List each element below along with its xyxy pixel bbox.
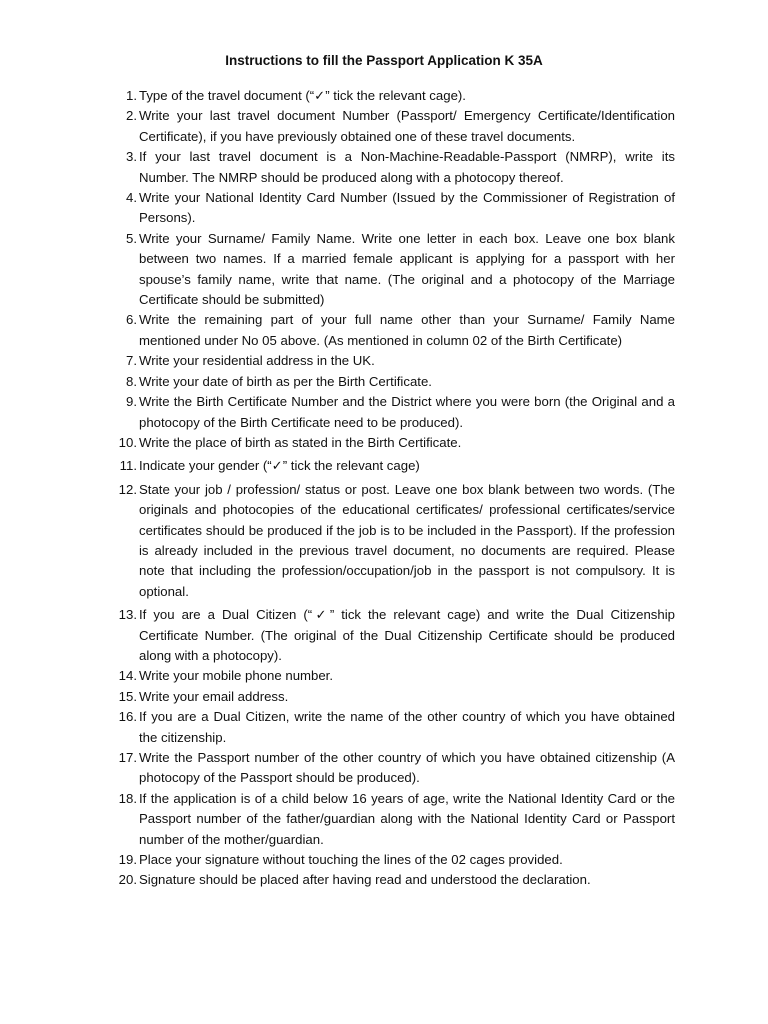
item-number: 20. — [118, 872, 137, 888]
list-item — [0, 605, 768, 666]
item-number: 6. — [126, 312, 137, 328]
list-item — [0, 372, 768, 392]
item-text: Write the place of birth as stated in the Birth Certificate. — [139, 434, 462, 450]
item-text: Write your last travel document Number (Passport/ Emergency Certificate/Identification Certificate), if you have previously obtained one of these travel documents. — [139, 108, 675, 144]
list-item — [0, 229, 768, 311]
item-number: 7. — [126, 353, 137, 369]
item-text: Write your Surname/ Family Name. Write one letter in each box. Leave one box blank between two names. If a married female applicant is applying for a passport with her spouse’s family name, write that name. (The original and a photocopy of the Marriage Certificate should be submitted) — [139, 230, 675, 308]
item-text: Write your mobile phone number. — [139, 668, 334, 684]
list-item — [0, 870, 768, 890]
item-text: If you are a Dual Citizen (“✓” tick the relevant cage) and write the Dual Citizenship Certificate Number. (The original of the Dual Citizenship Certificate should be produced along with a photocopy). — [139, 607, 675, 663]
item-number: 12. — [118, 481, 137, 497]
item-text: Signature should be placed after having read and understood the declaration. — [139, 872, 591, 888]
list-item — [0, 687, 768, 707]
item-text: Write the Passport number of the other country of which you have obtained citizenship (A photocopy of the Passport should be produced). — [139, 750, 675, 786]
list-item — [0, 666, 768, 686]
list-item — [0, 188, 768, 229]
item-text: Place your signature without touching the lines of the 02 cages provided. — [139, 852, 563, 868]
item-text: Write the remaining part of your full name other than your Surname/ Family Name mentioned under No 05 above. (As mentioned in column 02 of the Birth Certificate) — [139, 312, 675, 348]
item-number: 10. — [118, 434, 137, 450]
item-number: 15. — [118, 688, 137, 704]
list-item — [0, 147, 768, 188]
instructions-list — [0, 86, 768, 891]
item-number: 9. — [126, 394, 137, 410]
item-number: 14. — [118, 668, 137, 684]
item-number: 17. — [118, 750, 137, 765]
document-title: Instructions to fill the Passport Application K 35A — [225, 53, 543, 68]
list-item — [0, 106, 768, 147]
item-number: 4. — [126, 190, 137, 206]
item-text: Write your email address. — [139, 688, 289, 704]
list-item — [0, 850, 768, 870]
list-item — [0, 789, 768, 850]
item-text: If you are a Dual Citizen, write the name of the other country of which you have obtained the citizenship. — [139, 709, 675, 745]
item-text: Write your National Identity Card Number (Issued by the Commissioner of Registration of Persons). — [139, 190, 675, 226]
list-item — [0, 351, 768, 371]
item-number: 13. — [118, 607, 137, 623]
item-number: 19. — [118, 852, 137, 868]
item-text: State your job / profession/ status or post. Leave one box blank between two words. (The originals and photocopies of the educational certificates/ professional certificates/service certificates should be produced if the job is to be included in the Passport). If the profession is already included in the previous travel document, no documents are required. Please note that including the profession/occupation/job in the passport is not compulsory. It is optional. — [139, 481, 675, 599]
item-number: 1. — [126, 88, 137, 103]
list-item — [0, 707, 768, 748]
list-item — [0, 310, 768, 351]
item-number: 3. — [126, 149, 137, 165]
list-item — [0, 392, 768, 433]
list-item — [0, 480, 768, 602]
item-text: Write the Birth Certificate Number and the District where you were born (the Original and a photocopy of the Birth Certificate need to be produced). — [139, 394, 675, 430]
list-item — [0, 748, 768, 789]
item-number: 5. — [126, 230, 137, 246]
item-text: Type of the travel document (“✓” tick the relevant cage). — [139, 88, 466, 103]
item-number: 11. — [119, 458, 137, 474]
item-text: Indicate your gender (“✓” tick the relevant cage) — [139, 458, 420, 474]
list-item — [0, 433, 768, 453]
item-text: Write your date of birth as per the Birth Certificate. — [139, 373, 432, 389]
item-number: 16. — [118, 709, 137, 725]
item-text: Write your residential address in the UK. — [139, 353, 375, 369]
list-item — [0, 86, 768, 106]
item-text: If your last travel document is a Non-Machine-Readable-Passport (NMRP), write its Number. The NMRP should be produced along with a photocopy thereof. — [139, 149, 675, 185]
item-number: 2. — [126, 108, 137, 124]
item-text: If the application is of a child below 16 years of age, write the National Identity Card or the Passport number of the father/guardian along with the National Identity Card or Passport number of the mother/guardian. — [139, 790, 675, 847]
item-number: 8. — [126, 373, 137, 389]
list-item — [0, 456, 768, 476]
item-number: 18. — [118, 790, 137, 806]
